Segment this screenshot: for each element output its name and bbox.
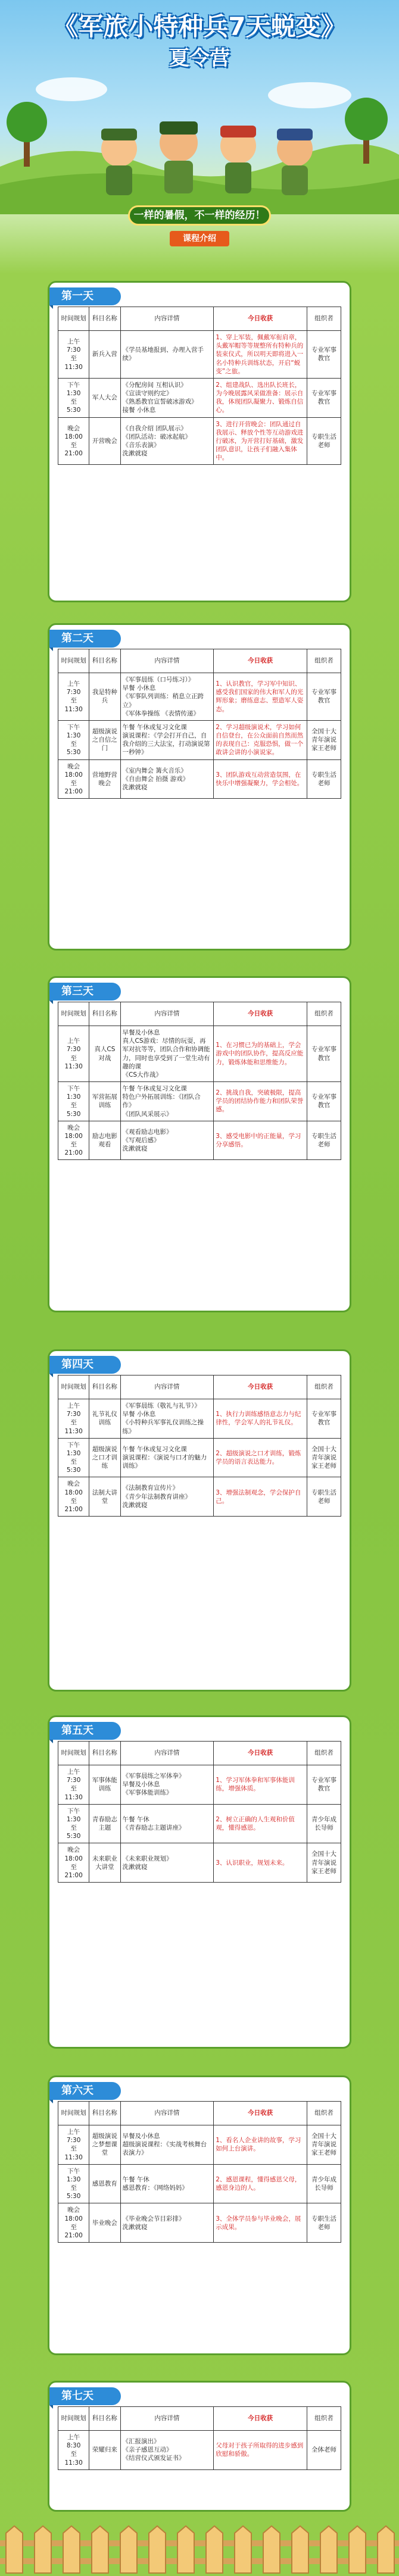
- table-row: [58, 1843, 341, 1883]
- day-label: 第六天: [49, 2082, 121, 2100]
- column-header: 科目名称: [89, 1002, 120, 1026]
- cell-gain: 1、穿上军装，佩戴军衔肩章，头戴军帽等等规整所有特种兵的装束仪式，所以明天即将进入一名小特种兵训练状态，开启“蜕变”之旅。: [214, 331, 307, 379]
- column-header: 组织者: [307, 2102, 341, 2125]
- cell-content: 《军事晨练（口号练习）》 早餐 小休息 《军事队列训练：稍息立正跨立》 《军体拳操练 《表情传递》: [120, 673, 214, 721]
- cell-subject: 军人大会: [89, 378, 120, 417]
- cell-subject: 未来职业大讲堂: [89, 1843, 120, 1883]
- slogan-banner: 一样的暑假，不一样的经历！: [128, 205, 271, 226]
- column-header: 组织者: [307, 1002, 341, 1026]
- course-intro-tag: 课程介绍: [170, 231, 229, 246]
- cell-content: 《室内舞会 篝火音乐》 《自由舞会 拍摄 游戏》 洗漱就寝: [120, 759, 214, 799]
- cell-time: 上午 7:30 至 11:30: [58, 331, 89, 379]
- cell-org: 专职生活老师: [307, 759, 341, 799]
- cell-subject: 毕业晚会: [89, 2203, 120, 2243]
- column-header: 今日收获: [214, 1742, 307, 1765]
- day-label: 第四天: [49, 1356, 121, 1374]
- cell-gain: 2、组建战队、选出队长班长，为今晚展露风采做准备：展示自我，体现团队凝聚力、锻炼自信心。: [214, 378, 307, 417]
- cell-content: 《军事晨练（敬礼与礼节）》 早餐 小休息 《小特种兵军事礼仪训练之操练》: [120, 1399, 214, 1439]
- column-header: 时间规划: [58, 1742, 89, 1765]
- cell-time: 下午 1:30 至 5:30: [58, 720, 89, 759]
- schedule-table: [58, 307, 341, 465]
- column-header: 内容详情: [120, 2102, 214, 2125]
- fence-post-icon: [206, 2526, 223, 2573]
- cell-time: 下午 1:30 至 5:30: [58, 1804, 89, 1843]
- cell-subject: 礼节礼仪训练: [89, 1399, 120, 1439]
- cell-gain: 3、团队游戏互动营造氛围，在快乐中增强凝聚力，学会相处。: [214, 759, 307, 799]
- column-header: 科目名称: [89, 2102, 120, 2125]
- table-row: [58, 1765, 341, 1805]
- table-row: [58, 759, 341, 799]
- table-row: [58, 2125, 341, 2165]
- cell-org: 全国十大青年演说家王老师: [307, 1438, 341, 1477]
- cell-subject: 新兵入营: [89, 331, 120, 379]
- column-header: 内容详情: [120, 1742, 214, 1765]
- fence-post-icon: [177, 2526, 194, 2573]
- cell-subject: 法制大讲堂: [89, 1477, 120, 1517]
- column-header: 组织者: [307, 307, 341, 331]
- column-header: 组织者: [307, 1742, 341, 1765]
- fence-post-icon: [120, 2526, 137, 2573]
- cell-time: 晚会 18:00 至 21:00: [58, 1843, 89, 1883]
- cell-org: 专职生活老师: [307, 1477, 341, 1517]
- cell-time: 上午 8:30 至 11:30: [58, 2431, 89, 2470]
- hero-illustration: [0, 65, 399, 214]
- day-card: [48, 2075, 351, 2355]
- cell-content: 《汇报演出》 《亲子感恩互动》 《结营仪式颁发证书》: [120, 2431, 214, 2470]
- cell-org: 专业军事教官: [307, 1765, 341, 1805]
- cell-gain: 3、全体学员参与毕业晚会，展示成果。: [214, 2203, 307, 2243]
- cell-gain: 父母对于孩子所取得的进步感到欣慰和骄傲。: [214, 2431, 307, 2470]
- cell-org: 专业军事教官: [307, 331, 341, 379]
- day-card: [48, 281, 351, 602]
- column-header: 今日收获: [214, 2102, 307, 2125]
- schedule-table: [58, 2101, 341, 2243]
- cell-content: 午餐 午休或复习文化课 演说课程：《学会打开自己，自我介绍的三大法宝，打动演说第一秒钟》: [120, 720, 214, 759]
- day-card: [48, 623, 351, 951]
- column-header: 今日收获: [214, 1002, 307, 1026]
- column-header: 科目名称: [89, 307, 120, 331]
- page-subtitle: 夏令营: [169, 46, 230, 70]
- day-card: [48, 1349, 351, 1692]
- cell-time: 晚会 18:00 至 21:00: [58, 417, 89, 465]
- cell-time: 上午 7:30 至 11:30: [58, 1399, 89, 1439]
- cell-gain: 3、增强法制观念，学会保护自己。: [214, 1477, 307, 1517]
- cell-time: 上午 7:30 至 11:30: [58, 2125, 89, 2165]
- cell-subject: 营地野营晚会: [89, 759, 120, 799]
- cell-content: 《毕业晚会节目彩排》 洗漱就寝: [120, 2203, 214, 2243]
- cell-subject: 超级演说之梦想课堂: [89, 2125, 120, 2165]
- fence-post-icon: [378, 2526, 394, 2573]
- cell-gain: 1、看名人企业讲的故事，学习如何上台演讲。: [214, 2125, 307, 2165]
- cell-gain: 1、学习军体拳和军事体能训练，增强体质。: [214, 1765, 307, 1805]
- day-card: [48, 1715, 351, 2049]
- cell-time: 晚会 18:00 至 21:00: [58, 1477, 89, 1517]
- cell-org: 专业军事教官: [307, 1082, 341, 1121]
- cell-org: 全国十大青年演说家王老师: [307, 720, 341, 759]
- column-header: 今日收获: [214, 307, 307, 331]
- cell-org: 专业军事教官: [307, 378, 341, 417]
- cell-org: 专业军事教官: [307, 673, 341, 721]
- cell-subject: 青春励志主题: [89, 1804, 120, 1843]
- cell-org: 全国十大青年演说家王老师: [307, 1843, 341, 1883]
- cell-content: 《法制教育宣传片》 《青少年法制教育讲座》 洗漱就寝: [120, 1477, 214, 1517]
- cell-content: 《军事晨练之军体拳》 早餐及小休息 《军事体能训练》: [120, 1765, 214, 1805]
- column-header: 时间规划: [58, 1375, 89, 1399]
- cell-gain: 2、超级演说之口才训练，锻炼学员的语言表达能力。: [214, 1438, 307, 1477]
- cell-content: 午餐 午休 感恩教育：《网络妈妈》: [120, 2164, 214, 2203]
- column-header: 内容详情: [120, 649, 214, 673]
- cell-gain: 1、在习惯已为的基础上，学会游戏中的团队协作，提高反应能力，锻炼体能和思维能力。: [214, 1026, 307, 1082]
- column-header: 科目名称: [89, 1375, 120, 1399]
- cell-time: 下午 1:30 至 5:30: [58, 1438, 89, 1477]
- cell-gain: 1、执行力训练感悟意志力与纪律性，学会军人的礼节礼仪。: [214, 1399, 307, 1439]
- day-label: 第五天: [49, 1722, 121, 1740]
- schedule-table: [58, 649, 341, 799]
- cell-subject: 超级演说之口才训练: [89, 1438, 120, 1477]
- cell-subject: 荣耀归来: [89, 2431, 120, 2470]
- column-header: 科目名称: [89, 649, 120, 673]
- table-row: [58, 1026, 341, 1082]
- schedule-table: [58, 1741, 341, 1883]
- cell-org: 专职生活老师: [307, 417, 341, 465]
- cell-time: 上午 7:30 至 11:30: [58, 1026, 89, 1082]
- footer-fence-decoration: [0, 2522, 399, 2576]
- cell-org: 专业军事教官: [307, 1399, 341, 1439]
- fence-post-icon: [320, 2526, 337, 2573]
- day-card: [48, 976, 351, 1312]
- cell-subject: 军营拓展训练: [89, 1082, 120, 1121]
- cell-gain: 3、进行开营晚会：团队通过自我展示、释放个性等互动游戏进行破冰，为开营打好基础，激发团队意识，让孩子们融入集体中。: [214, 417, 307, 465]
- column-header: 时间规划: [58, 1002, 89, 1026]
- column-header: 时间规划: [58, 2102, 89, 2125]
- fence-post-icon: [6, 2526, 23, 2573]
- cell-org: 全体老师: [307, 2431, 341, 2470]
- cell-time: 晚会 18:00 至 21:00: [58, 1121, 89, 1160]
- cell-content: 《自我介绍 团队展示》 《团队活动：破冰起航》 《音乐表演》 洗漱就寝: [120, 417, 214, 465]
- cell-content: 《分配房间 互相认识》 《宣读守则约定》 《熟悉教官宣誓破冰游戏》 接餐 小休息: [120, 378, 214, 417]
- column-header: 今日收获: [214, 649, 307, 673]
- cell-content: 早餐及小休息 超级演说课程：《实战考核舞台表演力》: [120, 2125, 214, 2165]
- fence-post-icon: [149, 2526, 166, 2573]
- fence-post-icon: [263, 2526, 280, 2573]
- cell-gain: 2、树立正确的人生观和价值观，懂得感恩。: [214, 1804, 307, 1843]
- table-row: [58, 2203, 341, 2243]
- table-row: [58, 1082, 341, 1121]
- day-label: 第二天: [49, 630, 121, 648]
- column-header: 内容详情: [120, 1002, 214, 1026]
- cell-content: 午餐 午休或复习文化课 演说课程：《演说与口才的魅力训练》: [120, 1438, 214, 1477]
- cell-subject: 感恩教育: [89, 2164, 120, 2203]
- cell-subject: 开营晚会: [89, 417, 120, 465]
- column-header: 时间规划: [58, 307, 89, 331]
- cell-content: 午餐 午休 《青春励志主题讲座》: [120, 1804, 214, 1843]
- cell-content: 《学员基地报到、办理入营手续》: [120, 331, 214, 379]
- page-title: 《军旅小特种兵7天蜕变》: [53, 12, 346, 41]
- table-row: [58, 417, 341, 465]
- column-header: 时间规划: [58, 2407, 89, 2431]
- column-header: 内容详情: [120, 2407, 214, 2431]
- day-card: [48, 2381, 351, 2512]
- fence-post-icon: [92, 2526, 108, 2573]
- column-header: 今日收获: [214, 1375, 307, 1399]
- table-row: [58, 331, 341, 379]
- schedule-table: [58, 1375, 341, 1517]
- cell-time: 上午 7:30 至 11:30: [58, 673, 89, 721]
- table-row: [58, 1399, 341, 1439]
- table-row: [58, 1804, 341, 1843]
- cell-content: 《未来职业规划》 洗漱就寝: [120, 1843, 214, 1883]
- cell-gain: 1、认识教官，学习军中知识、感受我们国家的伟大和军人的光辉形象；磨练意志、塑造军人姿态。: [214, 673, 307, 721]
- fence-post-icon: [63, 2526, 80, 2573]
- cell-subject: 军事体能训练: [89, 1765, 120, 1805]
- cell-time: 下午 1:30 至 5:30: [58, 2164, 89, 2203]
- cell-gain: 3、认识职业，规划未来。: [214, 1843, 307, 1883]
- cell-subject: 励志电影观看: [89, 1121, 120, 1160]
- day-label: 第一天: [49, 287, 121, 305]
- cartoon-soldier-icon: [160, 121, 198, 193]
- cell-subject: 真人CS对战: [89, 1026, 120, 1082]
- cell-org: 全国十大青年演说家王老师: [307, 2125, 341, 2165]
- cell-subject: 超级演说之自信之门: [89, 720, 120, 759]
- column-header: 内容详情: [120, 1375, 214, 1399]
- table-row: [58, 1477, 341, 1517]
- cell-content: 早餐及小休息 真人CS游戏：尽情的玩耍，再军对抗等等，团队合作和协调能力，同时也享受到了一堂生动有趣的课 《CS大作战》: [120, 1026, 214, 1082]
- column-header: 今日收获: [214, 2407, 307, 2431]
- cell-org: 青少年成长导师: [307, 2164, 341, 2203]
- cell-gain: 2、学习超级演说术，学习如何自信登台，在公众面前自然而然的表现自己：克服恐惧，做一个敢讲会讲的小演说家。: [214, 720, 307, 759]
- fence-post-icon: [235, 2526, 251, 2573]
- cell-time: 晚会 18:00 至 21:00: [58, 2203, 89, 2243]
- cell-gain: 3、感受电影中的正能量，学习分享感悟。: [214, 1121, 307, 1160]
- table-row: [58, 2164, 341, 2203]
- cell-org: 青少年成长导师: [307, 1804, 341, 1843]
- fence-post-icon: [292, 2526, 308, 2573]
- table-row: [58, 1438, 341, 1477]
- cell-content: 午餐 午休或复习文化课 特色户外拓展训练：《团队合作》 《团队风采展示》: [120, 1082, 214, 1121]
- table-row: [58, 378, 341, 417]
- cell-gain: 2、挑战自我，突破极限，提高学员的团结协作能力和团队荣誉感。: [214, 1082, 307, 1121]
- cell-gain: 2、感恩课程，懂得感恩父母，感恩身边的人。: [214, 2164, 307, 2203]
- column-header: 时间规划: [58, 649, 89, 673]
- cell-org: 专职生活老师: [307, 2203, 341, 2243]
- column-header: 组织者: [307, 2407, 341, 2431]
- cell-org: 专业军事教官: [307, 1026, 341, 1082]
- column-header: 组织者: [307, 649, 341, 673]
- cell-time: 下午 1:30 至 5:30: [58, 1082, 89, 1121]
- cartoon-soldier-icon: [220, 126, 256, 193]
- table-row: [58, 1121, 341, 1160]
- hero-banner: [0, 0, 399, 262]
- cell-time: 晚会 18:00 至 21:00: [58, 759, 89, 799]
- column-header: 科目名称: [89, 1742, 120, 1765]
- fence-post-icon: [35, 2526, 51, 2573]
- table-row: [58, 2431, 341, 2470]
- column-header: 科目名称: [89, 2407, 120, 2431]
- cell-time: 上午 7:30 至 11:30: [58, 1765, 89, 1805]
- column-header: 组织者: [307, 1375, 341, 1399]
- table-row: [58, 720, 341, 759]
- fence-post-icon: [349, 2526, 366, 2573]
- day-label: 第三天: [49, 983, 121, 1001]
- schedule-table: [58, 1002, 341, 1160]
- table-row: [58, 673, 341, 721]
- cell-time: 下午 1:30 至 5:30: [58, 378, 89, 417]
- cell-subject: 我是特种兵: [89, 673, 120, 721]
- day-label: 第七天: [49, 2387, 121, 2405]
- cell-org: 专职生活老师: [307, 1121, 341, 1160]
- column-header: 内容详情: [120, 307, 214, 331]
- cell-content: 《观看励志电影》 《写观后感》 洗漱就寝: [120, 1121, 214, 1160]
- schedule-table: [58, 2406, 341, 2470]
